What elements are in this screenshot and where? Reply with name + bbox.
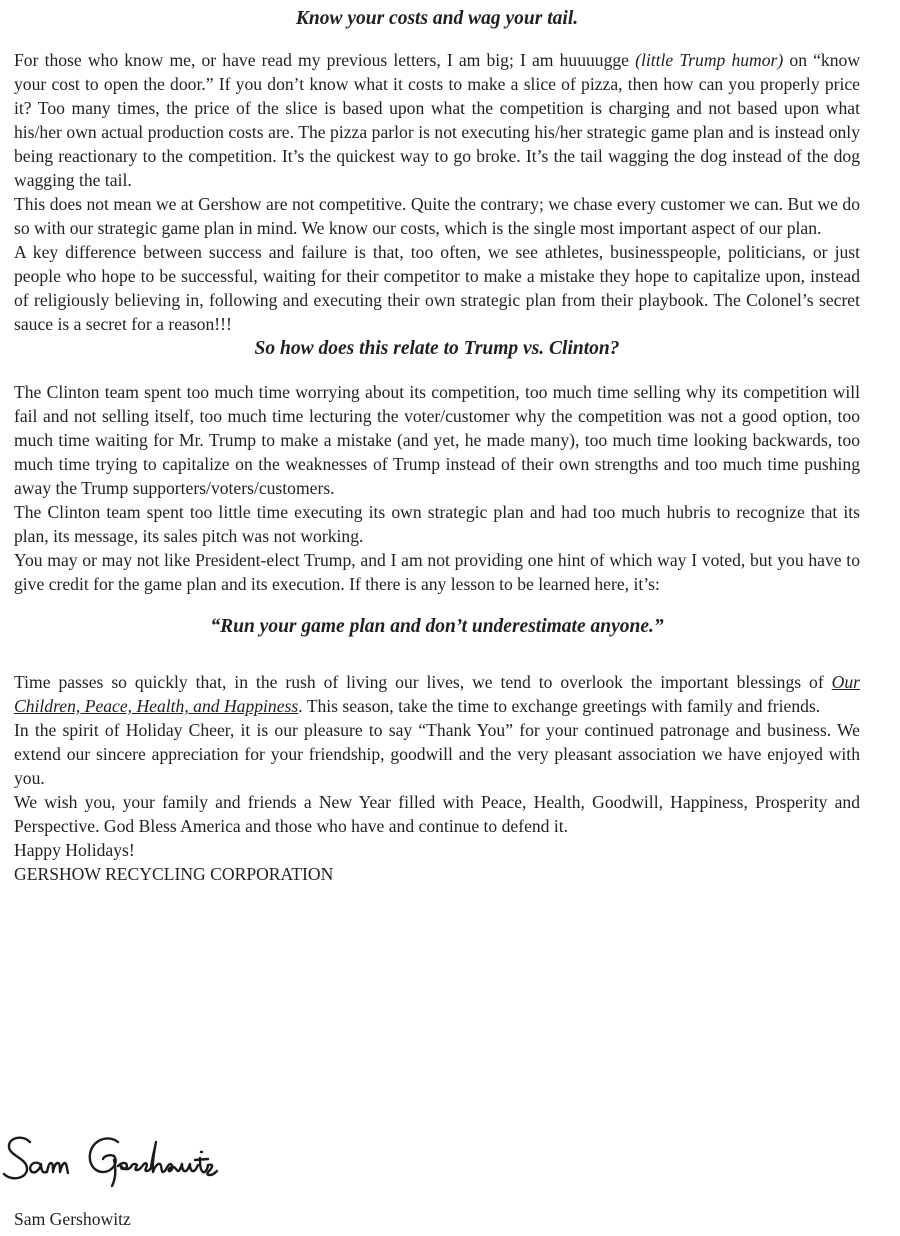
letter-body [14, 6, 860, 886]
paragraph-costs-text-b: on “know your cost to open the door.” If you don’t know what it costs to make a slice of pizza, then how can you properly price it? Too many times, the price of the slice is based upon what the competition is charging and not based upon what his/her own actual production costs are. The pizza parlor is not executing his/her strategic game plan and is instead only being reactionary to the competition. It’s the quickest way to go broke. It’s the tail wagging the dog instead of the dog wagging the tail. [14, 50, 861, 190]
handwritten-signature [0, 1130, 230, 1200]
paragraph-clinton-little-time: The Clinton team spent too little time executing its own strategic plan and had too much hubris to recognize that its plan, its message, its sales pitch was not working. [14, 502, 860, 546]
closing-greeting: Happy Holidays! [14, 840, 135, 860]
paragraph-blessings-text-a: Time passes so quickly that, in the rush of living our lives, we tend to overlook the important blessings of [14, 672, 832, 692]
paragraph-lesson: You may or may not like President-elect Trump, and I am not providing one hint of which way I voted, but you have to give credit for the game plan and its execution. If there is any lesson to be learned here, it’s: [14, 550, 860, 594]
paragraph-blessings [14, 670, 860, 718]
heading-trump-vs-clinton: So how does this relate to Trump vs. Clinton? [254, 338, 620, 359]
paragraph-costs [14, 48, 860, 192]
heading-know-your-costs: Know your costs and wag your tail. [295, 8, 579, 29]
paragraph-clinton-team: The Clinton team spent too much time worrying about its competition, too much time selling why its competition will fail and not selling itself, too much time lecturing the voter/customer why the competition was not a good option, too much time waiting for Mr. Trump to make a mistake (and yet, he made many), too much time looking backwards, too much time trying to capitalize on the weaknesses of Trump instead of their own strengths and too much time pushing away the Trump supporters/voters/customers. [14, 382, 860, 498]
paragraph-holiday-cheer: In the spirit of Holiday Cheer, it is our pleasure to say “Thank You” for your continued patronage and business. We extend our sincere appreciation for your friendship, goodwill and the very pleasant association we have enjoyed with you. [14, 720, 860, 788]
paragraph-competitive: This does not mean we at Gershow are not competitive. Quite the contrary; we chase every customer we can. But we do so with our strategic game plan in mind. We know our costs, which is the single most important aspect of our plan. [14, 194, 860, 238]
quote-game-plan: “Run your game plan and don’t underestimate anyone.” [210, 616, 664, 637]
paragraph-blessings-text-b: . This season, take the time to exchange greetings with family and friends. [298, 696, 821, 716]
paragraph-costs-text-a: For those who know me, or have read my previous letters, I am big; I am huuuugge [14, 50, 636, 70]
paragraph-success-failure: A key difference between success and failure is that, too often, we see athletes, businesspeople, politicians, or just people who hope to be successful, waiting for their competitor to make a mistake they hope to capitalize upon, instead of religiously believing in, following and executing their own strategic plan from their playbook. The Colonel’s secret sauce is a secret for a reason!!! [14, 242, 860, 334]
blessings-list: Our Children, Peace, Health, and Happiness [14, 672, 860, 716]
company-name: GERSHOW RECYCLING CORPORATION [14, 864, 334, 884]
trump-humor-aside: (little Trump humor) [635, 50, 784, 70]
signer-name: Sam Gershowitz [14, 1209, 131, 1229]
paragraph-new-year: We wish you, your family and friends a New Year filled with Peace, Health, Goodwill, Happiness, Prosperity and Perspective. God Bless America and those who have and continue to defend it. [14, 792, 860, 836]
